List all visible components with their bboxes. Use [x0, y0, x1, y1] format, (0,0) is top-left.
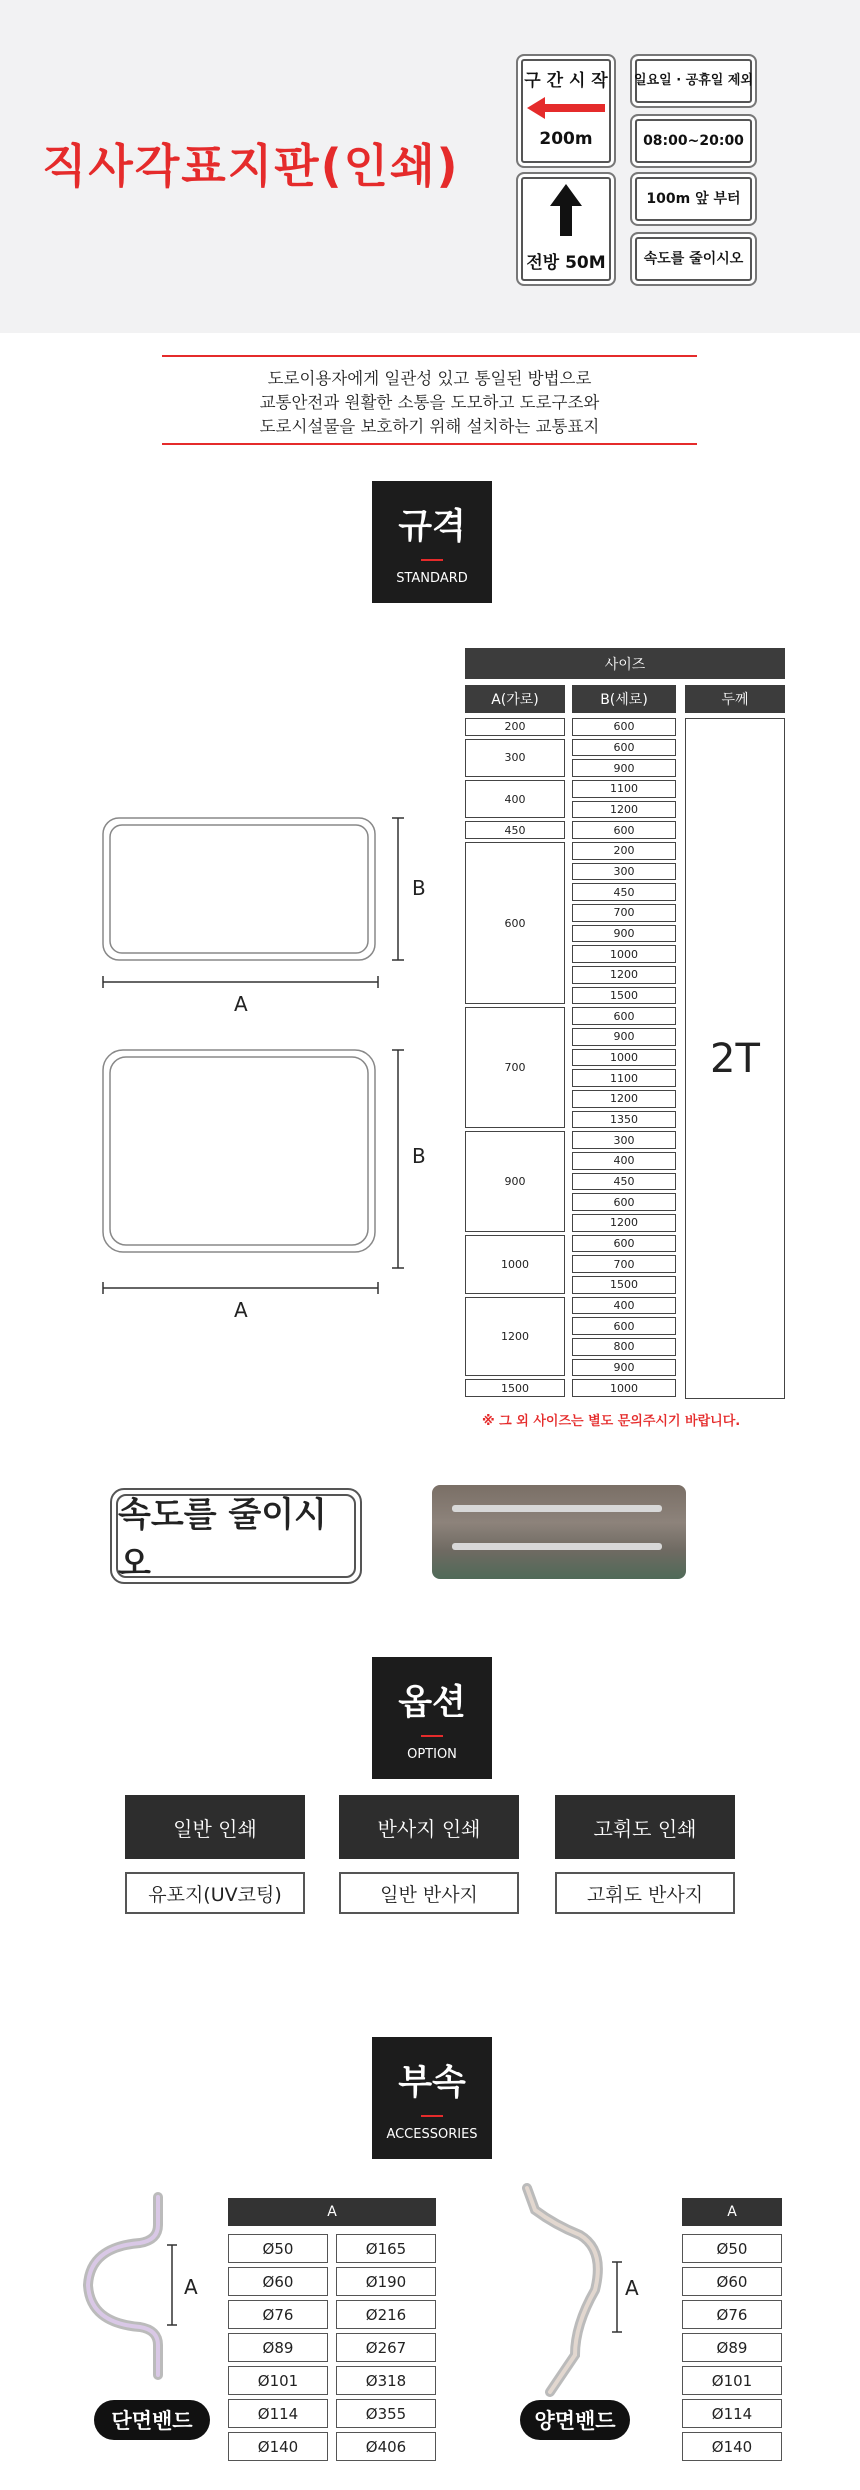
size-b-cell: 600	[572, 1235, 676, 1253]
sample-sign-text: 속도를 줄이시오	[118, 1495, 327, 1584]
size-a-cell: 900	[465, 1131, 565, 1231]
size-b-cell: 900	[572, 925, 676, 943]
accessories-badge	[372, 2037, 492, 2159]
size-b-cell: 1000	[572, 1379, 676, 1397]
double-table-header: A	[682, 2198, 782, 2226]
band-size-cell: Ø60	[682, 2267, 782, 2296]
band-size-cell: Ø114	[228, 2399, 328, 2428]
size-b-cell: 1100	[572, 780, 676, 798]
dim-label-a-2: A	[234, 1298, 248, 1322]
standard-subtitle: STANDARD	[396, 571, 468, 586]
product-photo	[432, 1485, 686, 1579]
left-arrow-icon	[525, 95, 607, 121]
size-b-cell: 300	[572, 863, 676, 881]
sign-distance-text: 200m	[539, 129, 593, 149]
size-b-cell: 450	[572, 1173, 676, 1191]
intro-text: 도로이용자에게 일관성 있고 통일된 방법으로 교통안전과 원활한 소통을 도모하고 도로구조와 도로시설물을 보호하기 위해 설치하는 교통표지	[162, 355, 697, 445]
size-note: ※ 그 외 사이즈는 별도 문의주시기 바랍니다.	[482, 1414, 741, 1429]
band-size-cell: Ø165	[336, 2234, 436, 2263]
sign-ahead-text: 전방 50M	[526, 253, 606, 273]
sample-sign-section-start	[516, 54, 616, 168]
small-sign-4: 속도를 줄이시오	[630, 232, 757, 286]
band-size-cell: Ø190	[336, 2267, 436, 2296]
size-b-cell: 900	[572, 1028, 676, 1046]
size-b-cell: 600	[572, 739, 676, 757]
size-b-cell: 600	[572, 821, 676, 839]
option-value-1: 유포지(UV코팅)	[125, 1872, 305, 1914]
col-header-thickness: 두께	[685, 685, 785, 713]
size-a-cell: 200	[465, 718, 565, 736]
band-size-cell: Ø101	[228, 2366, 328, 2395]
option-name-2: 반사지 인쇄	[339, 1795, 519, 1859]
size-a-cell: 1500	[465, 1379, 565, 1397]
sample-sign-ahead	[516, 172, 616, 286]
dim-label-b-2: B	[412, 1144, 426, 1168]
size-a-cell: 700	[465, 1007, 565, 1128]
single-band-label: 단면밴드	[94, 2400, 210, 2440]
band-size-cell: Ø89	[228, 2333, 328, 2362]
band-size-cell: Ø140	[228, 2432, 328, 2461]
single-band-dim: A	[184, 2275, 198, 2299]
dim-label-a-1: A	[234, 992, 248, 1016]
size-a-cell: 1200	[465, 1297, 565, 1377]
standard-title: 규격	[398, 507, 466, 547]
col-header-a: A(가로)	[465, 685, 565, 713]
size-b-cell: 400	[572, 1152, 676, 1170]
size-a-cell: 450	[465, 821, 565, 839]
band-size-cell: Ø101	[682, 2366, 782, 2395]
size-b-cell: 800	[572, 1338, 676, 1356]
size-b-cell: 1100	[572, 1069, 676, 1087]
size-a-cell: 300	[465, 739, 565, 777]
band-size-cell: Ø355	[336, 2399, 436, 2428]
size-b-cell: 1500	[572, 1276, 676, 1294]
size-b-cell: 300	[572, 1131, 676, 1149]
size-b-cell: 700	[572, 1255, 676, 1273]
size-b-cell: 600	[572, 1193, 676, 1211]
accessories-title: 부속	[398, 2063, 466, 2103]
small-sign-3: 100m 앞 부터	[630, 172, 757, 226]
size-b-cell: 700	[572, 904, 676, 922]
option-title: 옵션	[398, 1683, 466, 1723]
size-b-cell: 1200	[572, 1090, 676, 1108]
double-band-dim: A	[625, 2276, 639, 2300]
size-b-cell: 600	[572, 1317, 676, 1335]
size-a-cell: 600	[465, 842, 565, 1004]
page-title: 직사각표지판(인쇄)	[42, 139, 460, 193]
size-b-cell: 1000	[572, 945, 676, 963]
accent-bar	[421, 559, 443, 561]
double-band-label: 양면밴드	[520, 2400, 630, 2440]
band-size-cell: Ø406	[336, 2432, 436, 2461]
single-band-illustration	[70, 2185, 190, 2385]
size-b-cell: 1200	[572, 966, 676, 984]
band-size-cell: Ø76	[228, 2300, 328, 2329]
size-b-cell: 200	[572, 842, 676, 860]
option-name-1: 일반 인쇄	[125, 1795, 305, 1859]
dim-label-b-1: B	[412, 876, 426, 900]
size-b-cell: 1200	[572, 801, 676, 819]
size-b-cell: 900	[572, 759, 676, 777]
option-badge	[372, 1657, 492, 1779]
thickness-cell: 2T	[685, 718, 785, 1399]
size-a-cell: 400	[465, 780, 565, 818]
option-name-3: 고휘도 인쇄	[555, 1795, 735, 1859]
size-b-cell: 600	[572, 1007, 676, 1025]
band-size-cell: Ø267	[336, 2333, 436, 2362]
double-band-illustration	[505, 2180, 645, 2410]
size-b-cell: 1200	[572, 1214, 676, 1232]
band-size-cell: Ø318	[336, 2366, 436, 2395]
size-b-cell: 1500	[572, 987, 676, 1005]
col-header-b: B(세로)	[572, 685, 676, 713]
accent-bar	[421, 2115, 443, 2117]
sample-sign-slow-down	[110, 1488, 362, 1584]
accent-bar	[421, 1735, 443, 1737]
band-size-cell: Ø50	[682, 2234, 782, 2263]
size-b-cell: 900	[572, 1359, 676, 1377]
size-b-cell: 600	[572, 718, 676, 736]
small-sign-1: 일요일 · 공휴일 제외	[630, 54, 757, 108]
size-b-cell: 450	[572, 883, 676, 901]
option-value-2: 일반 반사지	[339, 1872, 519, 1914]
size-header: 사이즈	[465, 648, 785, 679]
hero-banner	[0, 0, 860, 333]
band-size-cell: Ø140	[682, 2432, 782, 2461]
band-size-cell: Ø60	[228, 2267, 328, 2296]
size-b-cell: 400	[572, 1297, 676, 1315]
size-b-cell: 1000	[572, 1049, 676, 1067]
accessories-subtitle: ACCESSORIES	[386, 2127, 478, 2142]
up-arrow-icon	[546, 182, 586, 238]
band-size-cell: Ø76	[682, 2300, 782, 2329]
standard-badge	[372, 481, 492, 603]
sign-top-text: 구 간 시 작	[524, 71, 608, 91]
size-a-cell: 1000	[465, 1235, 565, 1294]
option-value-3: 고휘도 반사지	[555, 1872, 735, 1914]
option-subtitle: OPTION	[407, 1747, 457, 1762]
size-b-cell: 1350	[572, 1111, 676, 1129]
single-table-header: A	[228, 2198, 436, 2226]
band-size-cell: Ø114	[682, 2399, 782, 2428]
small-sign-2: 08:00~20:00	[630, 114, 757, 168]
band-size-cell: Ø89	[682, 2333, 782, 2362]
band-size-cell: Ø50	[228, 2234, 328, 2263]
band-size-cell: Ø216	[336, 2300, 436, 2329]
